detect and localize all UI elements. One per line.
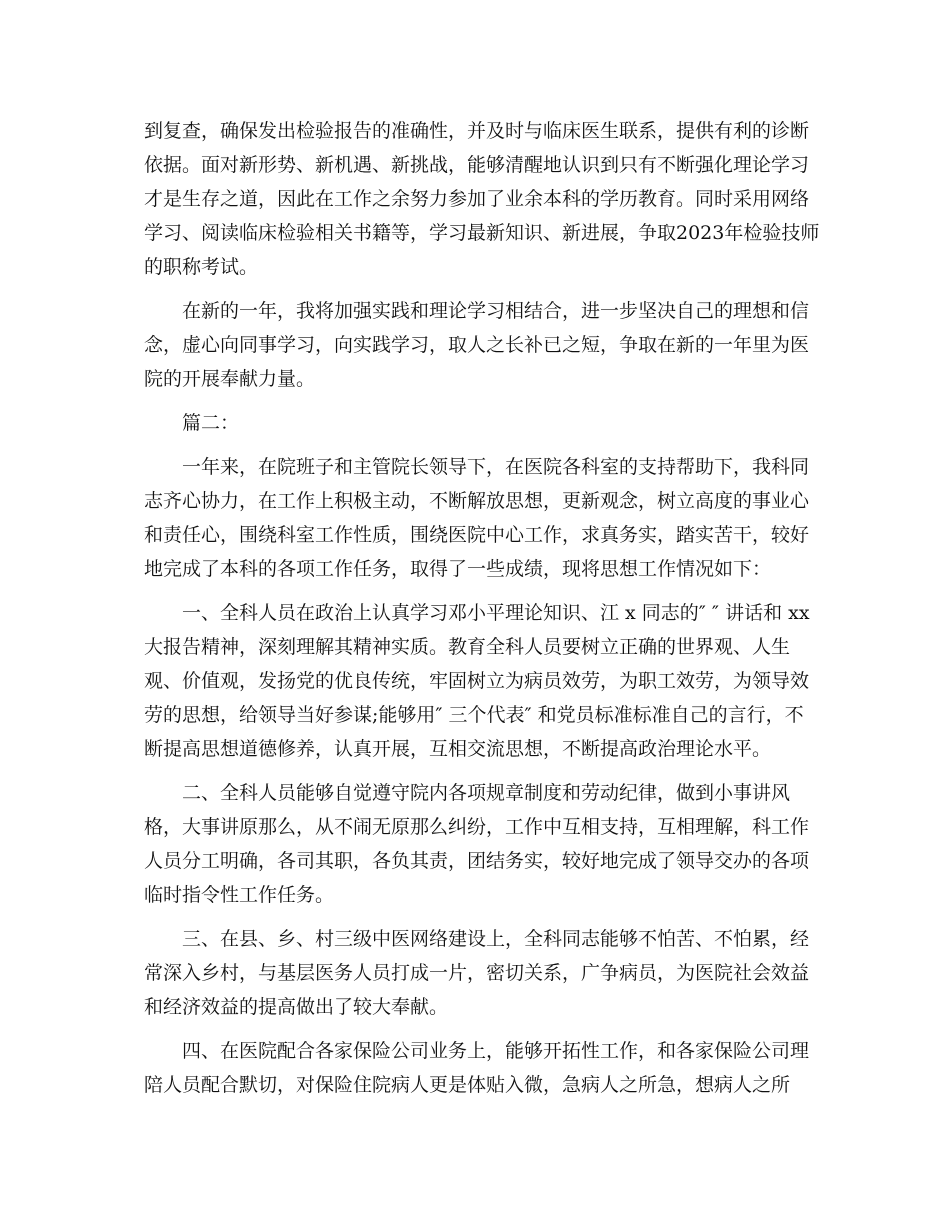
text-line: 临时指令性工作任务。 xyxy=(144,884,335,906)
text-line: 地完成了本科的各项工作任务，取得了一些成绩，现将思想工作情况如下： xyxy=(144,558,772,580)
text-line: 才是生存之道，因此在工作之余努力参加了业余本科的学历教育。同时采用网络 xyxy=(144,188,810,210)
text-line: 劳的思想，给领导当好参谋;能够用″ 三个代表″ 和党员标准标准自己的言行，不 xyxy=(144,704,804,726)
text-line: 一年来，在院班子和主管院长领导下，在医院各科室的支持帮助下，我科同 xyxy=(182,456,810,478)
text-line: 的职称考试。 xyxy=(144,256,259,278)
text-line: 一、全科人员在政治上认真学习邓小平理论知识、江 x 同志的″ ″ 讲话和 xx xyxy=(182,602,810,624)
text-line: 院的开展奉献力量。 xyxy=(144,368,316,390)
paragraph xyxy=(144,406,806,440)
paragraph xyxy=(144,596,810,766)
text-line: 和经济效益的提高做出了较大奉献。 xyxy=(144,996,449,1018)
text-line: 在新的一年，我将加强实践和理论学习相结合，进一步坚决自己的理想和信 xyxy=(182,300,810,322)
document-body xyxy=(144,114,820,1102)
paragraph xyxy=(144,922,810,1024)
text-line: 念，虚心向同事学习，向实践学习，取人之长补已之短，争取在新的一年里为医 xyxy=(144,334,810,356)
text-line: 陪人员配合默切，对保险住院病人更是体贴入微，急病人之所急，想病人之所 xyxy=(144,1074,791,1096)
text-line: 格，大事讲原那么，从不闹无原那么纠纷，工作中互相支持，互相理解，科工作 xyxy=(144,816,810,838)
paragraph xyxy=(144,1034,810,1102)
text-line: 四、在医院配合各家保险公司业务上，能够开拓性工作，和各家保险公司理 xyxy=(182,1040,810,1062)
text-line: 二、全科人员能够自觉遵守院内各项规章制度和劳动纪律，做到小事讲风 xyxy=(182,782,791,804)
paragraph xyxy=(144,450,810,586)
text-line: 依据。面对新形势、新机遇、新挑战，能够清醒地认识到只有不断强化理论学习 xyxy=(144,154,810,176)
paragraph xyxy=(144,294,810,396)
text-line: 断提高思想道德修养，认真开展，互相交流思想，不断提高政治理论水平。 xyxy=(144,738,772,760)
text-line: 大报告精神，深刻理解其精神实质。教育全科人员要树立正确的世界观、人生 xyxy=(144,636,791,658)
text-line: 常深入乡村，与基层医务人员打成一片，密切关系，广争病员，为医院社会效益 xyxy=(144,962,810,984)
text-line: 三、在县、乡、村三级中医网络建设上，全科同志能够不怕苦、不怕累，经 xyxy=(182,928,810,950)
paragraph xyxy=(144,776,810,912)
text-line: 篇二： xyxy=(182,412,240,434)
text-line: 和责任心，围绕科室工作性质，围绕医院中心工作，求真务实，踏实苦干，较好 xyxy=(144,524,810,546)
text-line: 人员分工明确，各司其职，各负其责，团结务实，较好地完成了领导交办的各项 xyxy=(144,850,810,872)
text-line: 观、价值观，发扬党的优良传统，牢固树立为病员效劳，为职工效劳，为领导效 xyxy=(144,670,810,692)
paragraph xyxy=(144,114,820,284)
text-line: 志齐心协力，在工作上积极主动，不断解放思想，更新观念，树立高度的事业心 xyxy=(144,490,810,512)
text-line: 学习、阅读临床检验相关书籍等，学习最新知识、新进展，争取2023年检验技师 xyxy=(144,222,820,244)
text-line: 到复查，确保发出检验报告的准确性，并及时与临床医生联系，提供有利的诊断 xyxy=(144,120,810,142)
